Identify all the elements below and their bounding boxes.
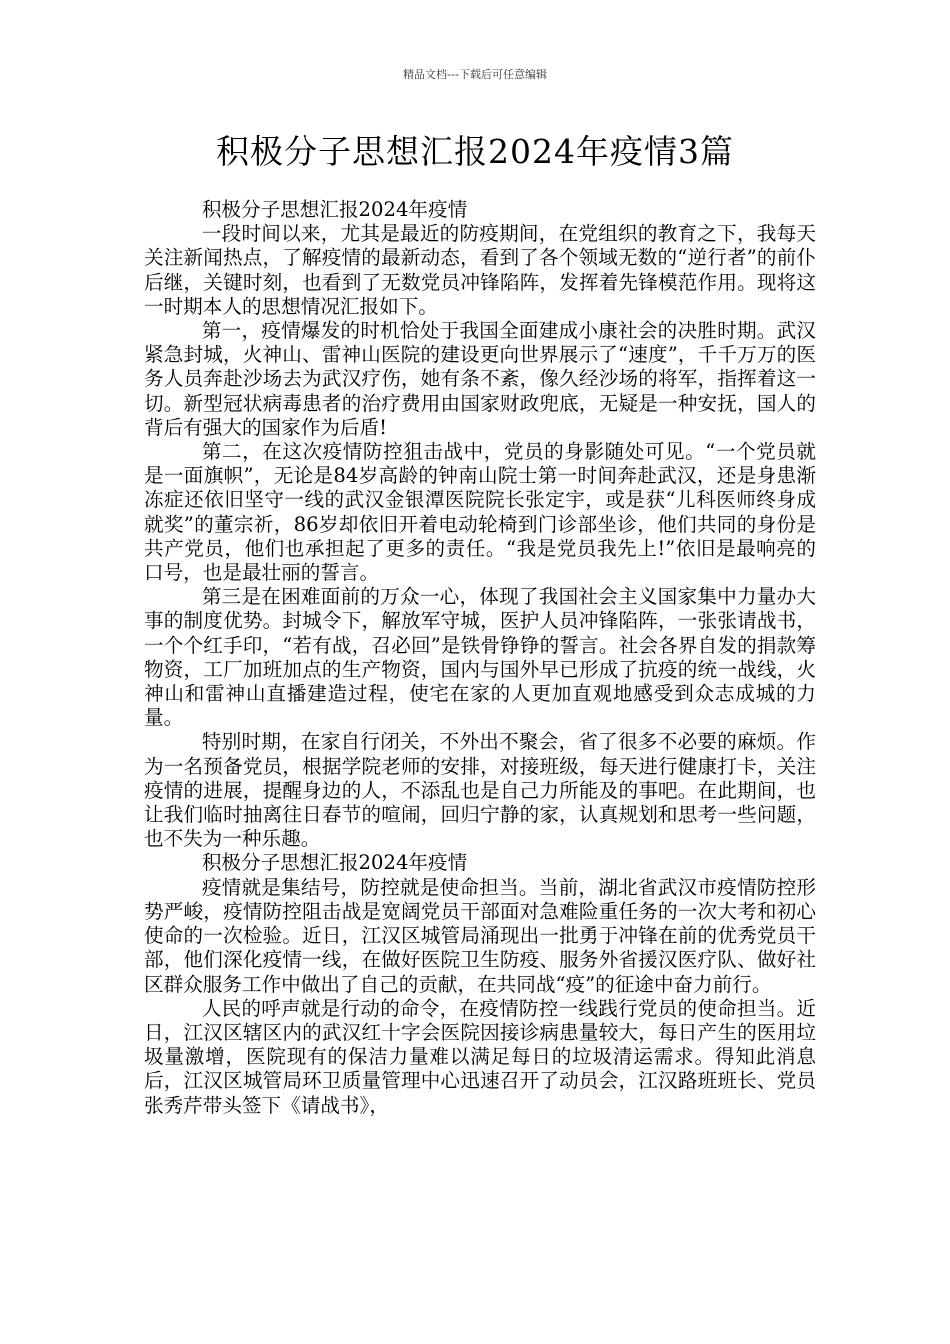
header-note: 精品文档---下载后可任意编辑	[403, 68, 547, 81]
document-title: 积极分子思想汇报2024年疫情3篇	[216, 132, 734, 171]
paragraph: 疫情就是集结号，防控就是使命担当。当前，湖北省武汉市疫情防控形势严峻，疫情防控阻击战是宽阔党员干部面对急难险重任务的一次大考和初心使命的一次检验。近日，江汉区城管局涌现出一批勇于冲锋在前的优秀党员干部，他们深化疫情一线，在做好医院卫生防疫、服务外省援汉医疗队、做好社区群众服务工作中做出了自己的贡献，在共同战“疫”的征途中奋力前行。	[144, 875, 816, 996]
document-body	[144, 198, 816, 1118]
paragraph: 第三是在困难面前的万众一心，体现了我国社会主义国家集中力量办大事的制度优势。封城令下，解放军守城，医护人员冲锋陷阵，一张张请战书，一个个红手印，“若有战，召必回”是铁骨铮铮的誓言。社会各界自发的捐款筹物资，工厂加班加点的生产物资，国内与国外早已形成了抗疫的统一战线，火神山和雷神山直播建造过程，使宅在家的人更加直观地感受到众志成城的力量。	[144, 585, 816, 730]
paragraph: 特别时期，在家自行闭关，不外出不聚会，省了很多不必要的麻烦。作为一名预备党员，根据学院老师的安排，对接班级，每天进行健康打卡，关注疫情的进展，提醒身边的人，不添乱也是自己力所能及的事吧。在此期间，也让我们临时抽离往日春节的喧闹，回归宁静的家，认真规划和思考一些问题，也不失为一种乐趣。	[144, 730, 816, 851]
paragraph: 一段时间以来，尤其是最近的防疫期间，在党组织的教育之下，我每天关注新闻热点，了解疫情的最新动态，看到了各个领域无数的“逆行者”的前仆后继，关键时刻，也看到了无数党员冲锋陷阵，发挥着先锋模范作用。现将这一时期本人的思想情况汇报如下。	[144, 222, 816, 318]
paragraph: 第二，在这次疫情防控狙击战中，党员的身影随处可见。“一个党员就是一面旗帜”，无论是84岁高龄的钟南山院士第一时间奔赴武汉，还是身患渐冻症还依旧坚守一线的武汉金银潭医院院长张定宇，或是获“儿科医师终身成就奖”的董宗祈，86岁却依旧开着电动轮椅到门诊部坐诊，他们共同的身份是共产党员，他们也承担起了更多的责任。“我是党员我先上!”依旧是最响亮的口号，也是最壮丽的誓言。	[144, 440, 816, 585]
section-heading: 积极分子思想汇报2024年疫情	[201, 851, 468, 875]
section-heading: 积极分子思想汇报2024年疫情	[201, 198, 468, 221]
paragraph: 人民的呼声就是行动的命令，在疫情防控一线践行党员的使命担当。近日，江汉区辖区内的武汉红十字会医院因接诊病患量较大，每日产生的医用垃圾量激增，医院现有的保洁力量难以满足每日的垃圾清运需求。得知此消息后，江汉区城管局环卫质量管理中心迅速召开了动员会，江汉路班班长、党员张秀芹带头签下《请战书》，	[144, 996, 816, 1117]
paragraph: 第一，疫情爆发的时机恰处于我国全面建成小康社会的决胜时期。武汉紧急封城，火神山、雷神山医院的建设更向世界展示了“速度”，千千万万的医务人员奔赴沙场去为武汉疗伤，她有条不紊，像久经沙场的将军，指挥着这一切。新型冠状病毒患者的治疗费用由国家财政兜底，无疑是一种安抚，国人的背后有强大的国家作为后盾!	[144, 319, 816, 439]
